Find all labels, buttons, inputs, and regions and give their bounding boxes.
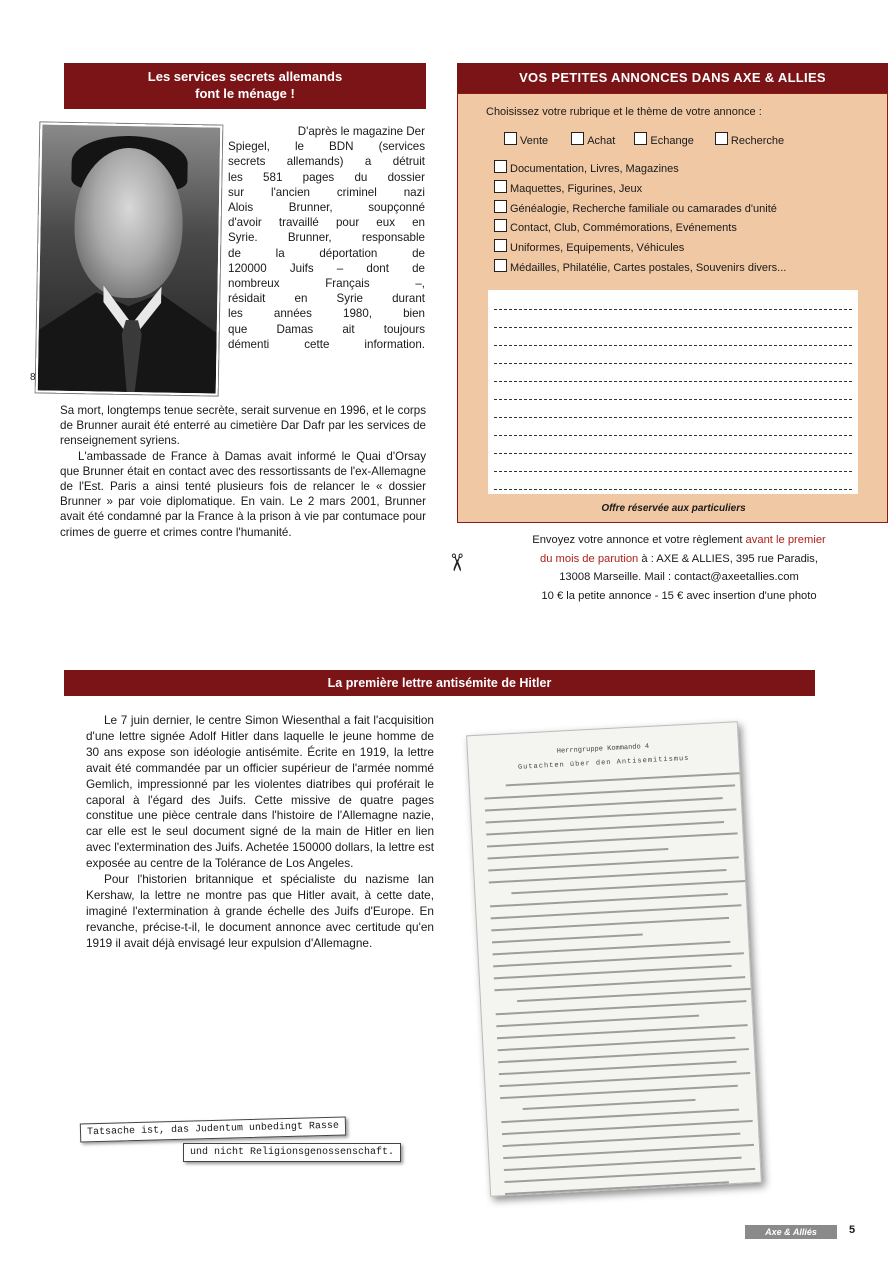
letter-typed-line xyxy=(488,856,739,871)
checkbox-genealogie[interactable] xyxy=(494,200,507,213)
checkbox-uniformes[interactable] xyxy=(494,239,507,252)
send-line2-a: du mois de parution xyxy=(540,552,639,565)
letter-typed-line xyxy=(486,808,737,823)
hitler-letter-image xyxy=(466,721,762,1197)
ad-text-area[interactable] xyxy=(488,290,858,494)
theme-contact[interactable]: Contact, Club, Commémorations, Evénements xyxy=(494,219,786,239)
ad-write-line[interactable] xyxy=(494,328,852,346)
rubrique-achat[interactable]: Achat xyxy=(571,135,615,147)
letter-typed-line xyxy=(505,1181,729,1195)
letter-typed-line xyxy=(511,879,762,894)
theme-maquettes[interactable]: Maquettes, Figurines, Jeux xyxy=(494,180,786,200)
article1-beside-line: Alois Brunner, soupçonné xyxy=(228,201,425,215)
letter-typed-line xyxy=(492,933,643,943)
letter-typed-line xyxy=(504,1157,741,1171)
article1-header xyxy=(64,63,426,109)
article1-beside-line: les 581 pages du dossier xyxy=(228,170,425,184)
pricing-line: 10 € la petite annonce - 15 € avec insertion d'une photo xyxy=(541,589,817,602)
checkbox-achat[interactable] xyxy=(571,132,584,145)
article1-beside-line: Spiegel, le BDN (services xyxy=(228,140,425,154)
letter-typed-line xyxy=(502,1120,753,1135)
send-line1-a: Envoyez votre annonce et votre règlement xyxy=(532,534,743,546)
letter-typed-line xyxy=(493,941,730,955)
rubrique-options xyxy=(504,132,784,147)
rubrique-echange[interactable]: Echange xyxy=(634,135,693,147)
letter-typed-line xyxy=(487,832,738,847)
scissors-icon: ✂ xyxy=(442,552,470,573)
theme-options xyxy=(494,160,786,279)
send-line3: 13008 Marseille. Mail : contact@axeetallies.com xyxy=(559,571,799,583)
footer-page-number: 5 xyxy=(849,1224,856,1236)
letter-typed-line xyxy=(488,848,669,859)
letter-typed-line xyxy=(503,1144,754,1159)
article1-beside-line: que Damas ait toujours xyxy=(228,322,425,336)
rubrique-recherche[interactable]: Recherche xyxy=(715,135,784,147)
ads-header: VOS PETITES ANNONCES DANS AXE & ALLIES xyxy=(457,63,888,93)
letter-typed-line xyxy=(496,1015,698,1028)
send-line2-b: à : AXE & ALLIES, 395 rue Paradis, xyxy=(641,552,818,565)
letter-typed-line xyxy=(500,1085,737,1099)
ads-form xyxy=(457,93,888,523)
theme-uniformes[interactable]: Uniformes, Equipements, Véhicules xyxy=(494,239,786,259)
article1-beside-line: d'avoir travaillé pour eux en xyxy=(228,216,425,230)
article1-title-line2: font le ménage ! xyxy=(195,86,295,101)
article2-header: La première lettre antisémite de Hitler xyxy=(64,670,815,696)
letter-typed-line xyxy=(504,1168,755,1183)
letter-typed-line xyxy=(493,952,744,967)
send-line1-b: avant le premier xyxy=(745,534,826,546)
letter-typed-line xyxy=(494,965,731,979)
article2-paragraph2: Pour l'historien britannique et spécialiste du nazisme Ian Kershaw, la lettre ne montre pas que Hitler avait, à cette date, imaginé l'extermination à grande échelle des Juifs d'Europe. En revanche, précise-t-il, le document annonce avec certitude qu'en 1919 il avait déjà envisagé leur expulsion d'Allemagne. xyxy=(86,872,434,950)
reserved-note: Offre réservée aux particuliers xyxy=(601,503,746,514)
rubrique-vente[interactable]: Vente xyxy=(504,135,548,147)
theme-documentation[interactable]: Documentation, Livres, Magazines xyxy=(494,160,786,180)
article1-paragraph1-rest: Sa mort, longtemps tenue secrète, serait survenue en 1996, et le corps de Brunner aurait été enterré au cimetière Dar Dafr par les services de renseignement syriens. xyxy=(60,404,426,448)
theme-genealogie[interactable]: Généalogie, Recherche familiale ou camarades d'unité xyxy=(494,200,786,220)
ad-write-line[interactable] xyxy=(494,310,852,328)
letter-typed-line xyxy=(484,784,735,799)
article1-title-line1: Les services secrets allemands xyxy=(147,69,343,84)
article1-text-below xyxy=(60,403,426,540)
letter-typed-line xyxy=(498,1037,735,1051)
letter-typed-line xyxy=(517,988,754,1002)
ads-send-instructions xyxy=(470,531,888,605)
ad-write-line[interactable] xyxy=(494,382,852,400)
checkbox-recherche[interactable] xyxy=(715,132,728,145)
article1-beside-line: 120000 Juifs – dont de xyxy=(228,261,425,275)
article1-beside-line: D'après le magazine Der xyxy=(297,125,425,138)
letter-typed-line xyxy=(503,1133,740,1147)
article1-beside-line: sur l'ancien criminel nazi xyxy=(228,185,425,199)
letter-typed-line xyxy=(496,1000,747,1015)
letter-typed-line xyxy=(498,1048,749,1063)
ad-write-line[interactable] xyxy=(494,454,852,472)
ad-write-line[interactable] xyxy=(494,364,852,382)
letter-typed-line xyxy=(494,976,745,991)
article1-beside-line: de la déportation de xyxy=(228,246,425,260)
letter-typed-line xyxy=(486,821,723,835)
ad-write-line[interactable] xyxy=(494,292,852,310)
letter-typed-line xyxy=(501,1109,738,1123)
letter-typed-line xyxy=(497,1024,748,1039)
quote-strip-2: und nicht Religionsgenossenschaft. xyxy=(183,1143,401,1162)
checkbox-contact[interactable] xyxy=(494,219,507,232)
letter-typed-line xyxy=(491,904,742,919)
checkbox-documentation[interactable] xyxy=(494,160,507,173)
checkbox-echange[interactable] xyxy=(634,132,647,145)
letter-heading2: Gutachten über den Antisemitismus xyxy=(517,754,690,772)
letter-typed-line xyxy=(489,869,726,883)
photo-caption-mark: 8 xyxy=(30,372,36,383)
article2-text xyxy=(86,713,434,952)
ad-write-line[interactable] xyxy=(494,400,852,418)
letter-typed-line xyxy=(506,772,743,786)
letter-typed-line xyxy=(499,1061,736,1075)
letter-typed-line xyxy=(485,797,722,811)
letter-typed-line xyxy=(491,917,728,931)
letter-typed-line xyxy=(490,893,727,907)
checkbox-medailles[interactable] xyxy=(494,259,507,272)
article1-beside-line: secrets allemands) a détruit xyxy=(228,155,425,169)
checkbox-maquettes[interactable] xyxy=(494,180,507,193)
letter-typed-line xyxy=(499,1072,750,1087)
footer-magazine-name: Axe & Alliés xyxy=(745,1225,837,1239)
brunner-portrait-photo xyxy=(36,122,223,395)
article1-paragraph2: L'ambassade de France à Damas avait informé le Quai d'Orsay que Brunner était en contact avec des ressortissants de l'ex-Allemagne de l'Est. Paris a ainsi tenté plusieurs fois de relancer le « dossier Brunner » par voie diplomatique. En vain. Le 2 mars 2001, Brunner avait été condamné par la France à la prison à vie par contumace pour crimes de guerre et crimes contre l'humanité. xyxy=(60,449,426,539)
article1-beside-line: démenti cette information. xyxy=(228,337,425,351)
ad-write-line[interactable] xyxy=(494,346,852,364)
article1-beside-line: résidait en Syrie durant xyxy=(228,292,425,306)
article2-paragraph1: Le 7 juin dernier, le centre Simon Wiesenthal a fait l'acquisition d'une lettre signée Adolf Hitler dans laquelle le jeune homme de 30 ans expose son idéologie antisémite. Écrite en 1919, la lettre avait été commandée par un officier supérieur de l'armée nommé Gemlich, impressionné par les violentes diatribes qui proférait le caporal à l'égard des Juifs. Cette missive de quatre pages constitue une pièce centrale dans l'histoire de l'Allemagne nazie, car elle est le seul document signé de la main de Hitler en lien avec l'extermination des Juifs. Achetée 150000 dollars, la lettre est exposée au centre de la Tolérance de Los Angeles. xyxy=(86,713,434,871)
article1-text-beside-photo xyxy=(228,124,425,352)
ad-write-line[interactable] xyxy=(494,472,852,490)
article1-beside-line: Syrie. Brunner, responsable xyxy=(228,231,425,245)
theme-medailles[interactable]: Médailles, Philatélie, Cartes postales, Souvenirs divers... xyxy=(494,259,786,279)
article1-beside-line: nombreux Français –, xyxy=(228,277,425,291)
letter-heading1: Herrngruppe Kommando 4 xyxy=(556,742,650,756)
checkbox-vente[interactable] xyxy=(504,132,517,145)
article1-beside-line: les années 1980, bien xyxy=(228,307,425,321)
quote-strip-1: Tatsache ist, das Judentum unbedingt Rasse xyxy=(80,1117,346,1143)
ad-write-line[interactable] xyxy=(494,418,852,436)
letter-typed-line xyxy=(523,1099,696,1110)
ad-write-line[interactable] xyxy=(494,436,852,454)
ads-instruction: Choisissez votre rubrique et le thème de votre annonce : xyxy=(486,106,762,118)
